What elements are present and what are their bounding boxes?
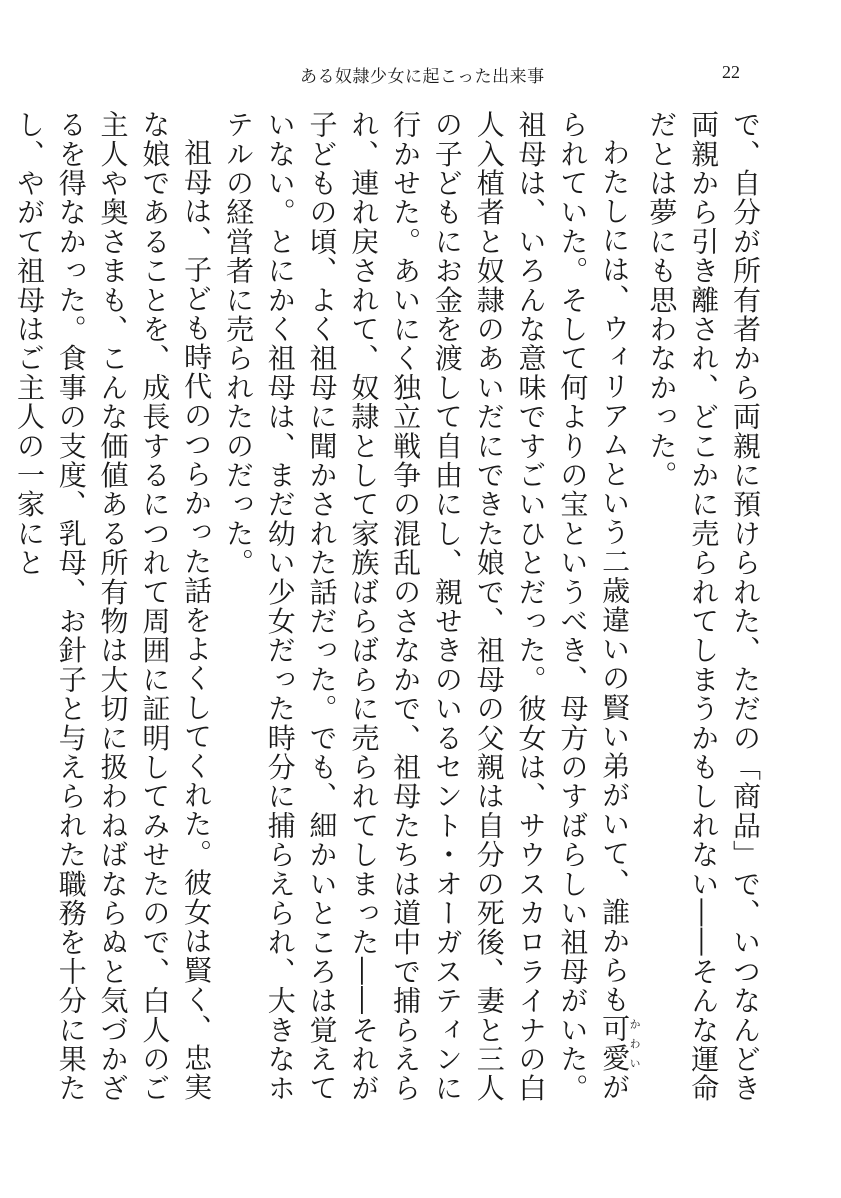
paragraph-1: で、自分が所有者から両親に預けられた、ただの「商品」で、いつなんどき両親から引き離され、どこかに売られてしまうかもしれない――そんな運命だとは夢にも思わなかった。 [645, 110, 762, 1103]
ruby-base: 可愛 [598, 1014, 632, 1073]
running-header [0, 62, 841, 92]
page-number: 22 [722, 62, 740, 82]
vertical-text-body [12, 110, 766, 1110]
ruby-reading: かわい [628, 1014, 642, 1073]
book-title: ある奴隷少女に起こった出来事 [300, 67, 545, 87]
paragraph-2-text-end: がられていた。そして何よりの宝というべき、母方のすばらしい祖母がいた。祖母は、いろんな意味ですごいひとだった。彼女は、サウスカロライナの白人入植者と奴隷のあいだにできた娘で、祖母の父親は自分の死後、妻と三人の子どもにお金を渡して自由にし、親せきのいるセント・オーガスティンに行かせた。あいにく独立戦争の混乱のさなかで、祖母たちは道中で捕らえられ、連れ戻されて、奴隷として家族ばらばらに売られてしまった――それが子どもの頃、よく祖母に聞かされた話だった。でも、細かいところは覚えていない。とにかく祖母は、まだ幼い少女だった時分に捕らえられ、大きなホテルの経営者に売られたのだった。 [221, 110, 632, 1103]
paragraph-2-text-start: わたしには、ウィリアムという二歳違いの賢い弟がいて、誰からも [598, 138, 632, 1014]
furigana-kawai [598, 1014, 642, 1073]
paragraph-2 [217, 110, 640, 1110]
paragraph-3: 祖母は、子ども時代のつらかった話をよくしてくれた。彼女は賢く、忠実な娘であることを、成長するにつれて周囲に証明してみせたので、白人のご主人や奥さまも、こんな価値ある所有物は大切に扱わねばならぬと気づかざるを得なかった。食事の支度、乳母、お針子と与えられた職務を十分に果たし、やがて祖母はご主人の一家にと [12, 110, 214, 1103]
